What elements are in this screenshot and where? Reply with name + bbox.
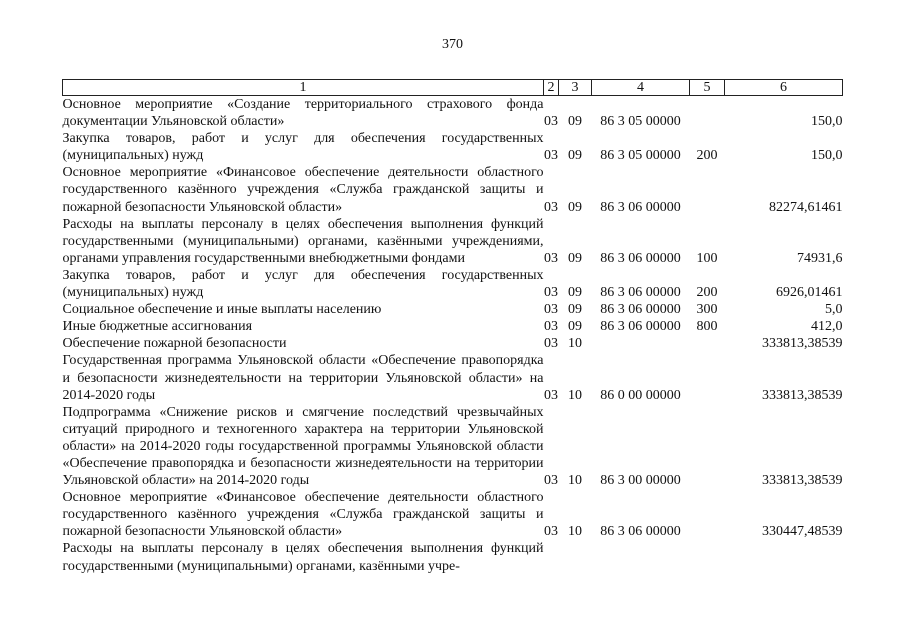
header-col-1: 1 — [63, 80, 544, 96]
row-amount: 333813,38539 — [762, 473, 843, 489]
row-subsection: 09 — [568, 114, 582, 130]
row-amount: 333813,38539 — [762, 387, 843, 403]
table-row — [63, 540, 843, 574]
row-amount: 412,0 — [811, 319, 843, 335]
table-row — [63, 352, 843, 403]
row-section: 03 — [544, 285, 558, 301]
row-description: Основное мероприятие «Финансовое обеспечение деятельности областного государственного казённого учреждения «Служба гражданской защиты и пожарной безопасности Ульяновской области» — [62, 165, 544, 215]
budget-table — [62, 79, 843, 575]
row-amount: 74931,6 — [797, 250, 843, 266]
header-row — [63, 80, 843, 96]
row-expense-type: 200 — [696, 148, 718, 164]
row-description: Закупка товаров, работ и услуг для обеспечения государственных (муниципальных) нужд — [62, 131, 544, 164]
row-expense-type — [690, 96, 725, 131]
row-section: 03 — [544, 199, 558, 215]
row-amount: 330447,48539 — [762, 524, 843, 540]
row-expense-type — [690, 489, 725, 540]
row-amount: 82274,61461 — [769, 199, 843, 215]
row-target-article: 86 3 05 00000 — [600, 148, 681, 164]
row-section: 03 — [544, 319, 558, 335]
row-section: 03 — [544, 250, 558, 266]
row-expense-type — [690, 164, 725, 215]
page-number: 370 — [442, 37, 463, 52]
row-subsection: 10 — [568, 387, 582, 403]
table-row — [63, 301, 843, 318]
row-section: 03 — [544, 114, 558, 130]
row-description: Расходы на выплаты персоналу в целях обеспечения выполнения функций государственными (муниципальными) органами, казёнными учре- — [62, 541, 544, 574]
row-subsection: 09 — [568, 285, 582, 301]
row-subsection: 09 — [568, 302, 582, 318]
row-target-article — [592, 540, 690, 574]
row-expense-type: 100 — [696, 250, 718, 266]
row-subsection: 09 — [568, 250, 582, 266]
row-section: 03 — [544, 148, 558, 164]
row-expense-type — [690, 335, 725, 352]
row-subsection: 10 — [568, 524, 582, 540]
row-subsection: 09 — [568, 148, 582, 164]
row-target-article — [592, 335, 690, 352]
table-row — [63, 130, 843, 164]
row-description: Иные бюджетные ассигнования — [62, 319, 253, 335]
row-target-article: 86 3 06 00000 — [600, 285, 681, 301]
row-description: Основное мероприятие «Создание территориального страхового фонда документации Ульяновской области» — [62, 97, 544, 130]
header-col-2: 2 — [544, 80, 559, 96]
row-target-article: 86 3 06 00000 — [600, 302, 681, 318]
row-section: 03 — [544, 302, 558, 318]
row-description: Закупка товаров, работ и услуг для обеспечения государственных (муниципальных) нужд — [62, 267, 544, 301]
row-description: Расходы на выплаты персоналу в целях обеспечения выполнения функций государственными (муниципальными) органами, казёнными учреждениями, органами управления государственными внебюджетными фондами — [62, 216, 544, 266]
row-subsection: 09 — [568, 199, 582, 215]
row-target-article: 86 3 00 00000 — [600, 473, 681, 489]
row-subsection: 10 — [568, 336, 582, 352]
row-subsection: 09 — [568, 319, 582, 335]
row-description: Подпрограмма «Снижение рисков и смягчение последствий чрезвычайных ситуаций природного и техногенного характера на территории Ульяновской области» на 2014-2020 годы государственной программы Ульяновской области «Обеспечение правопорядка и безопасности жизнедеятельности на территории Ульяновской области» на 2014-2020 годы — [62, 404, 544, 489]
row-amount: 6926,01461 — [776, 285, 843, 301]
header-col-6: 6 — [725, 80, 843, 96]
table-row — [63, 318, 843, 335]
table-row — [63, 216, 843, 267]
row-section: 03 — [544, 336, 558, 352]
row-section: 03 — [544, 473, 558, 489]
table-row — [63, 489, 843, 540]
row-amount: 5,0 — [825, 302, 843, 318]
table-row — [63, 164, 843, 215]
row-amount: 150,0 — [811, 114, 843, 130]
row-subsection — [559, 540, 592, 574]
row-description: Обеспечение пожарной безопасности — [62, 336, 287, 352]
table-row — [63, 96, 843, 131]
row-expense-type — [690, 352, 725, 403]
header-col-4: 4 — [592, 80, 690, 96]
row-expense-type — [690, 540, 725, 574]
row-section — [544, 540, 559, 574]
row-subsection: 10 — [568, 473, 582, 489]
row-expense-type: 800 — [696, 319, 718, 335]
row-target-article: 86 3 06 00000 — [600, 319, 681, 335]
row-amount: 333813,38539 — [762, 336, 843, 352]
row-amount: 150,0 — [811, 148, 843, 164]
row-expense-type — [690, 404, 725, 489]
row-section: 03 — [544, 387, 558, 403]
header-col-5: 5 — [690, 80, 725, 96]
row-target-article: 86 3 06 00000 — [600, 524, 681, 540]
row-amount — [725, 540, 843, 574]
row-expense-type: 200 — [696, 285, 718, 301]
header-col-3: 3 — [559, 80, 592, 96]
row-section: 03 — [544, 524, 558, 540]
row-description: Основное мероприятие «Финансовое обеспечение деятельности областного государственного казённого учреждения «Служба гражданской защиты и пожарной безопасности Ульяновской области» — [62, 490, 544, 540]
table-row — [63, 335, 843, 352]
row-target-article: 86 3 05 00000 — [600, 114, 681, 130]
row-description: Государственная программа Ульяновской области «Обеспечение правопорядка и безопасности жизнедеятельности на территории Ульяновской области» на 2014-2020 годы — [62, 353, 544, 403]
row-target-article: 86 0 00 00000 — [600, 387, 681, 403]
row-target-article: 86 3 06 00000 — [600, 199, 681, 215]
table-row — [63, 404, 843, 489]
row-description: Социальное обеспечение и иные выплаты населению — [62, 302, 382, 318]
row-expense-type: 300 — [696, 302, 718, 318]
row-target-article: 86 3 06 00000 — [600, 250, 681, 266]
table-row — [63, 267, 843, 301]
